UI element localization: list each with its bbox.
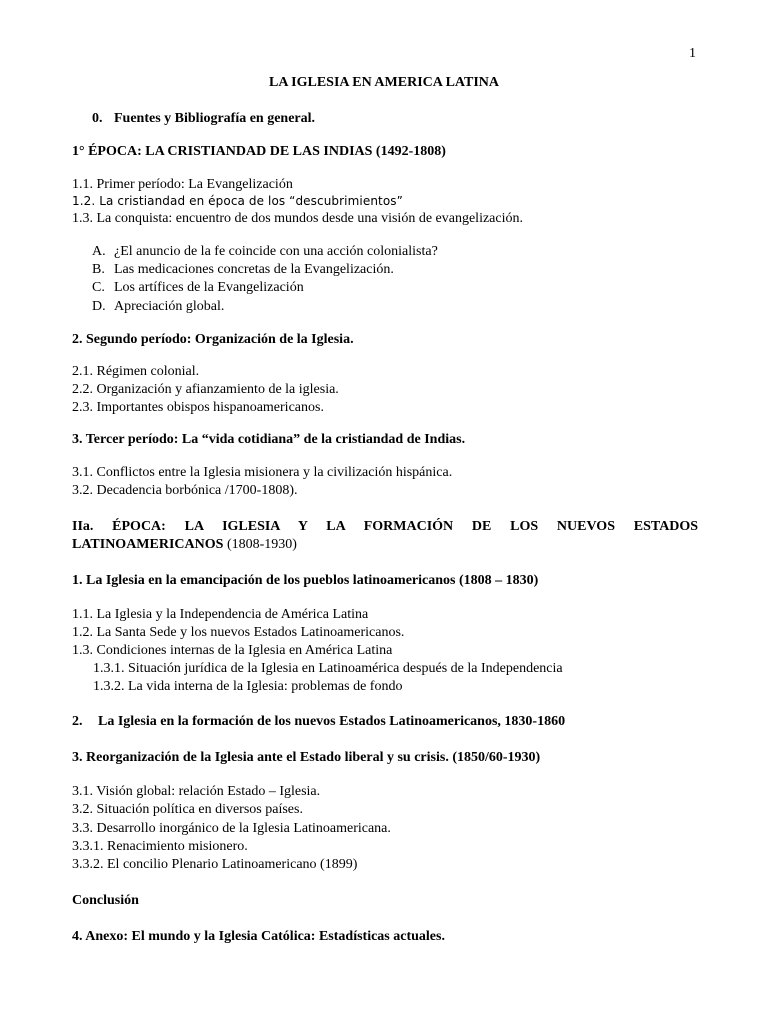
list-item	[92, 261, 394, 278]
list-item: 2.1. Régimen colonial.	[72, 364, 200, 379]
epoch-2-heading-line-1	[72, 518, 698, 535]
list-item: 3.2. Situación política en diversos países.	[72, 802, 303, 817]
heading-word: LA	[326, 519, 345, 534]
list-item: 2.3. Importantes obispos hispanoamericanos.	[72, 400, 324, 415]
list-item: 1.1. La Iglesia y la Independencia de América Latina	[72, 607, 369, 622]
list-item: 1.2. La Santa Sede y los nuevos Estados Latinoamericanos.	[72, 625, 405, 640]
list-item: 3.1. Visión global: relación Estado – Iglesia.	[72, 784, 321, 799]
list-item: 1.3.2. La vida interna de la Iglesia: problemas de fondo	[93, 679, 403, 694]
page-number: 1	[689, 46, 696, 61]
list-item: 3.3.2. El concilio Plenario Latinoamericano (1899)	[72, 857, 358, 872]
annex-heading: 4. Anexo: El mundo y la Iglesia Católica: Estadísticas actuales.	[72, 929, 445, 944]
list-item: 3.1. Conflictos entre la Iglesia misionera y la civilización hispánica.	[72, 465, 453, 480]
section-0-number: 0.	[92, 111, 103, 126]
heading-word: ESTADOS	[633, 519, 699, 534]
list-item: 3.3. Desarrollo inorgánico de la Iglesia Latinoamericana.	[72, 821, 391, 836]
item-letter: A.	[92, 244, 106, 259]
item-letter: C.	[92, 280, 105, 295]
reorganization-heading: 3. Reorganización de la Iglesia ante el Estado liberal y su crisis. (1850/60-1930)	[72, 750, 541, 765]
item-text: Las medicaciones concretas de la Evangelización.	[114, 262, 394, 277]
item-text: Los artífices de la Evangelización	[114, 280, 304, 295]
item-letter: D.	[92, 299, 106, 314]
third-period-heading: 3. Tercer período: La “vida cotidiana” de la cristiandad de Indias.	[72, 432, 466, 447]
list-item: 1.3.1. Situación jurídica de la Iglesia en Latinoamérica después de la Independencia	[93, 661, 563, 676]
emancipation-heading: 1. La Iglesia en la emancipación de los pueblos latinoamericanos (1808 – 1830)	[72, 573, 539, 588]
heading-word: IIa.	[72, 519, 94, 534]
section-0-text: Fuentes y Bibliografía en general.	[114, 111, 316, 126]
item-letter: B.	[92, 262, 105, 277]
list-item	[92, 279, 304, 296]
list-item: 1.3. La conquista: encuentro de dos mundos desde una visión de evangelización.	[72, 211, 523, 226]
formation-number: 2.	[72, 714, 83, 729]
epoch-1-heading: 1° ÉPOCA: LA CRISTIANDAD DE LAS INDIAS (1492-1808)	[72, 144, 446, 159]
document-title: LA IGLESIA EN AMERICA LATINA	[268, 75, 500, 90]
list-item	[92, 243, 438, 260]
list-item: 1.2. La cristiandad en época de los “descubrimientos”	[72, 194, 403, 208]
formation-text: La Iglesia en la formación de los nuevos Estados Latinoamericanos, 1830-1860	[98, 714, 566, 729]
heading-bold-part: LATINOAMERICANOS	[72, 537, 224, 552]
formation-heading	[72, 713, 565, 730]
heading-word: ÉPOCA:	[112, 519, 166, 534]
list-item: 3.2. Decadencia borbónica /1700-1808).	[72, 483, 298, 498]
heading-word: DE	[471, 519, 492, 534]
list-item: 2.2. Organización y afianzamiento de la iglesia.	[72, 382, 339, 397]
list-item	[92, 298, 224, 315]
section-0-heading	[92, 110, 315, 127]
list-item: 1.1. Primer período: La Evangelización	[72, 177, 293, 192]
conclusion-heading: Conclusión	[72, 893, 139, 908]
list-item: 1.3. Condiciones internas de la Iglesia en América Latina	[72, 643, 393, 658]
heading-word: Y	[297, 519, 308, 534]
heading-word: NUEVOS	[556, 519, 615, 534]
item-text: ¿El anuncio de la fe coincide con una acción colonialista?	[114, 244, 438, 259]
heading-word: LA	[184, 519, 204, 534]
epoch-2-heading-line-2	[72, 536, 297, 553]
item-text: Apreciación global.	[114, 299, 225, 314]
heading-date-range: (1808-1930)	[223, 537, 297, 552]
heading-word: LOS	[510, 519, 539, 534]
heading-word: FORMACIÓN	[363, 519, 454, 534]
list-item: 3.3.1. Renacimiento misionero.	[72, 839, 248, 854]
second-period-heading: 2. Segundo período: Organización de la Iglesia.	[72, 332, 354, 347]
heading-word: IGLESIA	[222, 519, 280, 534]
